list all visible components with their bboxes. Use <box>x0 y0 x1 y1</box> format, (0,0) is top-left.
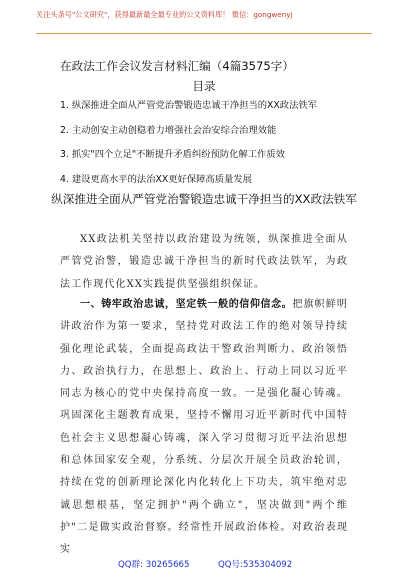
body-paragraph: XX政法机关坚持以政治建设为统领，纵深推进全面从严管党治警，锻造忠诚干净担当的新时代政法铁军，为政法工作现代化XX实践提供坚强组织保证。 <box>60 234 348 290</box>
section-title: 纵深推进全面从严管党治警锻造忠诚干净担当的XX政法铁军 <box>51 192 357 206</box>
paragraph-body-text: 把旗帜鲜明讲政治作为第一要求，坚持党对政法工作的绝对领导持续强化理论武装，全面提高政法干警政治判断力、政治领悟力、政治执行力，在思想上、政治上、行动上同以习近平同志为核心的党中央保持高度一致。一是强化凝心铸魂。巩固深化主题教育成果，坚持不懈用习近平新时代中国特色社会主义思想凝心铸魂，深入学习贯彻习近平法治思想和总体国家安全观，分系统、分层次开展全员政治轮训，持续在党的创新理论深化内化转化上下功夫，筑牢绝对忠诚思想根基，坚定拥护"两个确立"，坚决做到"两个维护"二是做实政治督察。经常性开展政治体检。对政治表现实 <box>60 299 349 556</box>
footer <box>0 558 408 572</box>
toc-item[interactable]: 1. 纵深推进全面从严管党治警锻造忠诚干净担当的XX政法铁军 <box>60 100 317 111</box>
footer-qq-number: QQ号:535304092 <box>218 560 293 570</box>
table-of-contents <box>60 99 360 197</box>
toc-item[interactable]: 4. 建设更高水平的法治XX更好保障高质量发展 <box>60 173 252 185</box>
header-divider <box>36 33 372 34</box>
toc-item[interactable]: 2. 主动创安主动创稳着力增强社会治安综合治理效能 <box>60 124 277 136</box>
document-title: 在政法工作会议发言材料汇编（4篇3575字） <box>60 59 294 73</box>
toc-heading: 目录 <box>192 79 216 93</box>
paragraph-lead-heading: 一、铸牢政治忠诚，坚定铁一般的信仰信念。 <box>80 299 293 310</box>
header-banner: 关注头条号"公文研究"，获得最新最全最专业的公文资料库！ 微信：gongwenyj <box>36 10 293 19</box>
footer-qq-group: QQ群: 30265665 <box>118 560 190 570</box>
toc-item[interactable]: 3. 抓实"四个立足"不断提升矛盾纠纷预防化解工作质效 <box>60 149 285 160</box>
body-paragraph <box>60 294 348 562</box>
